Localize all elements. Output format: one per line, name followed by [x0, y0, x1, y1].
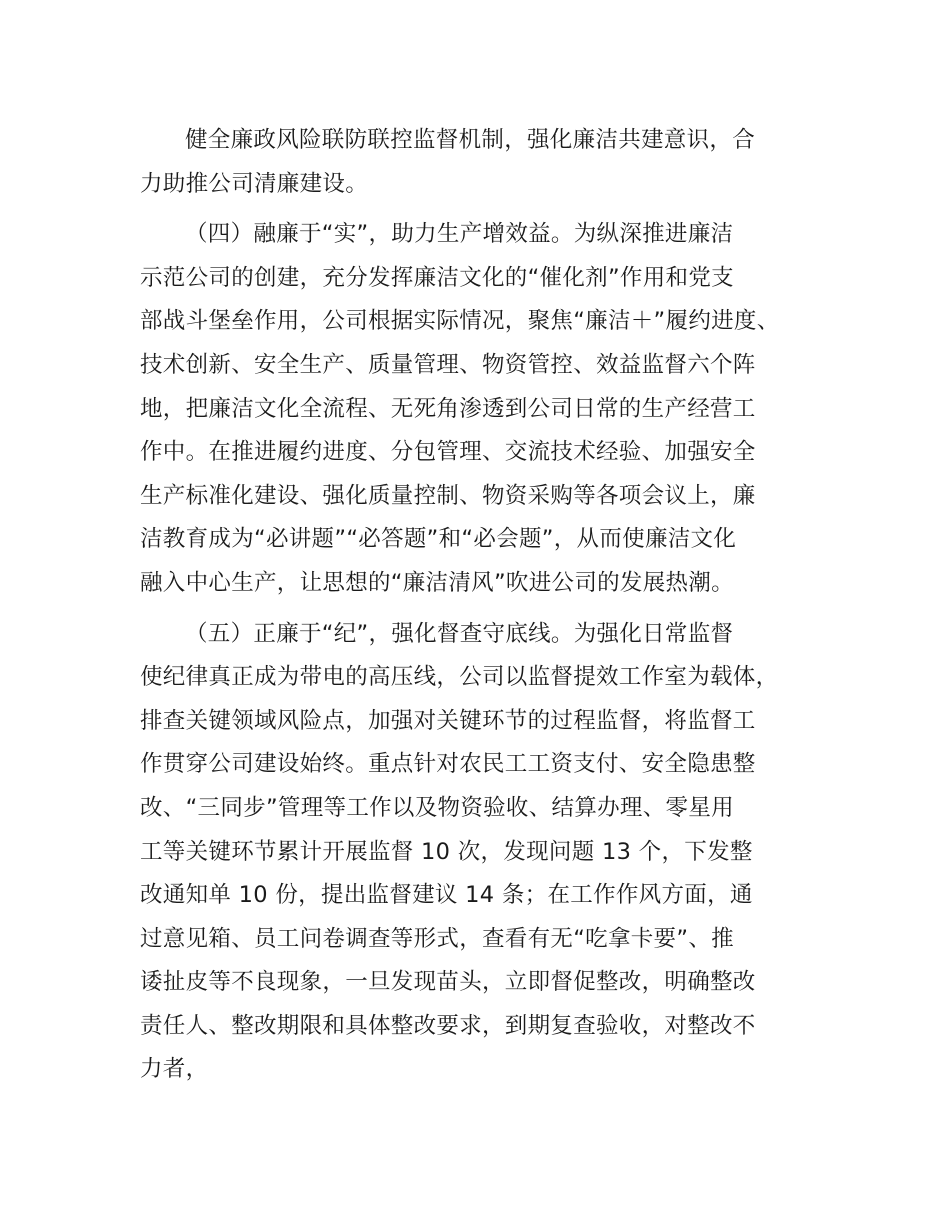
paragraph-line: 健全廉政风险联防联控监督机制，强化廉洁共建意识，合	[185, 127, 756, 153]
paragraph-3	[140, 613, 830, 1093]
paragraph-line: 作贯穿公司建设始终。重点针对农民工工资支付、安全隐患整	[140, 751, 756, 778]
paragraph-line: 力者，	[140, 1056, 209, 1083]
paragraph-line: 示范公司的创建，充分发挥廉洁文化的“催化剂”作用和党支	[140, 264, 734, 291]
paragraph-line: 生产标准化建设、强化质量控制、物资采购等各项会议上，廉	[140, 482, 756, 509]
paragraph-line: 地，把廉洁文化全流程、无死角渗透到公司日常的生产经营工	[140, 395, 756, 422]
paragraph-line: 洁教育成为“必讲题”“必答题”和“必会题”，从而使廉洁文化	[140, 526, 737, 553]
paragraph-line: （五）正廉于“纪”，强化督查守底线。为强化日常监督	[185, 620, 734, 647]
paragraph-1	[140, 119, 830, 206]
paragraph-line: 部战斗堡垒作用，公司根据实际情况，聚焦“廉洁＋”履约进度、	[140, 308, 780, 335]
paragraph-line: 作中。在推进履约进度、分包管理、交流技术经验、加强安全	[140, 439, 756, 466]
paragraph-line: 排查关键领域风险点，加强对关键环节的过程监督，将监督工	[140, 707, 756, 734]
paragraph-line: 过意见箱、员工问卷调查等形式，查看有无“吃拿卡要”、推	[140, 925, 734, 952]
paragraph-line: 力助推公司清廉建设。	[140, 170, 369, 197]
paragraph-line: 改、“三同步”管理等工作以及物资验收、结算办理、零星用	[140, 794, 734, 821]
paragraph-2	[140, 213, 830, 605]
paragraph-line: 改通知单 10 份，提出监督建议 14 条；在工作作风方面，通	[140, 882, 753, 909]
paragraph-line: 技术创新、安全生产、质量管理、物资管控、效益监督六个阵	[140, 351, 756, 378]
paragraph-line: 使纪律真正成为带电的高压线，公司以监督提效工作室为载体，	[140, 664, 779, 691]
paragraph-line: 工等关键环节累计开展监督 10 次，发现问题 13 个，下发整	[140, 838, 753, 865]
paragraph-line: 责任人、整改期限和具体整改要求，到期复查验收，对整改不	[140, 1012, 756, 1039]
document-body	[140, 119, 830, 1092]
paragraph-line: 融入中心生产，让思想的“廉洁清风”吹进公司的发展热潮。	[140, 569, 734, 596]
paragraph-line: （四）融廉于“实”，助力生产增效益。为纵深推进廉洁	[185, 221, 734, 248]
paragraph-line: 诿扯皮等不良现象，一旦发现苗头，立即督促整改，明确整改	[140, 969, 756, 996]
